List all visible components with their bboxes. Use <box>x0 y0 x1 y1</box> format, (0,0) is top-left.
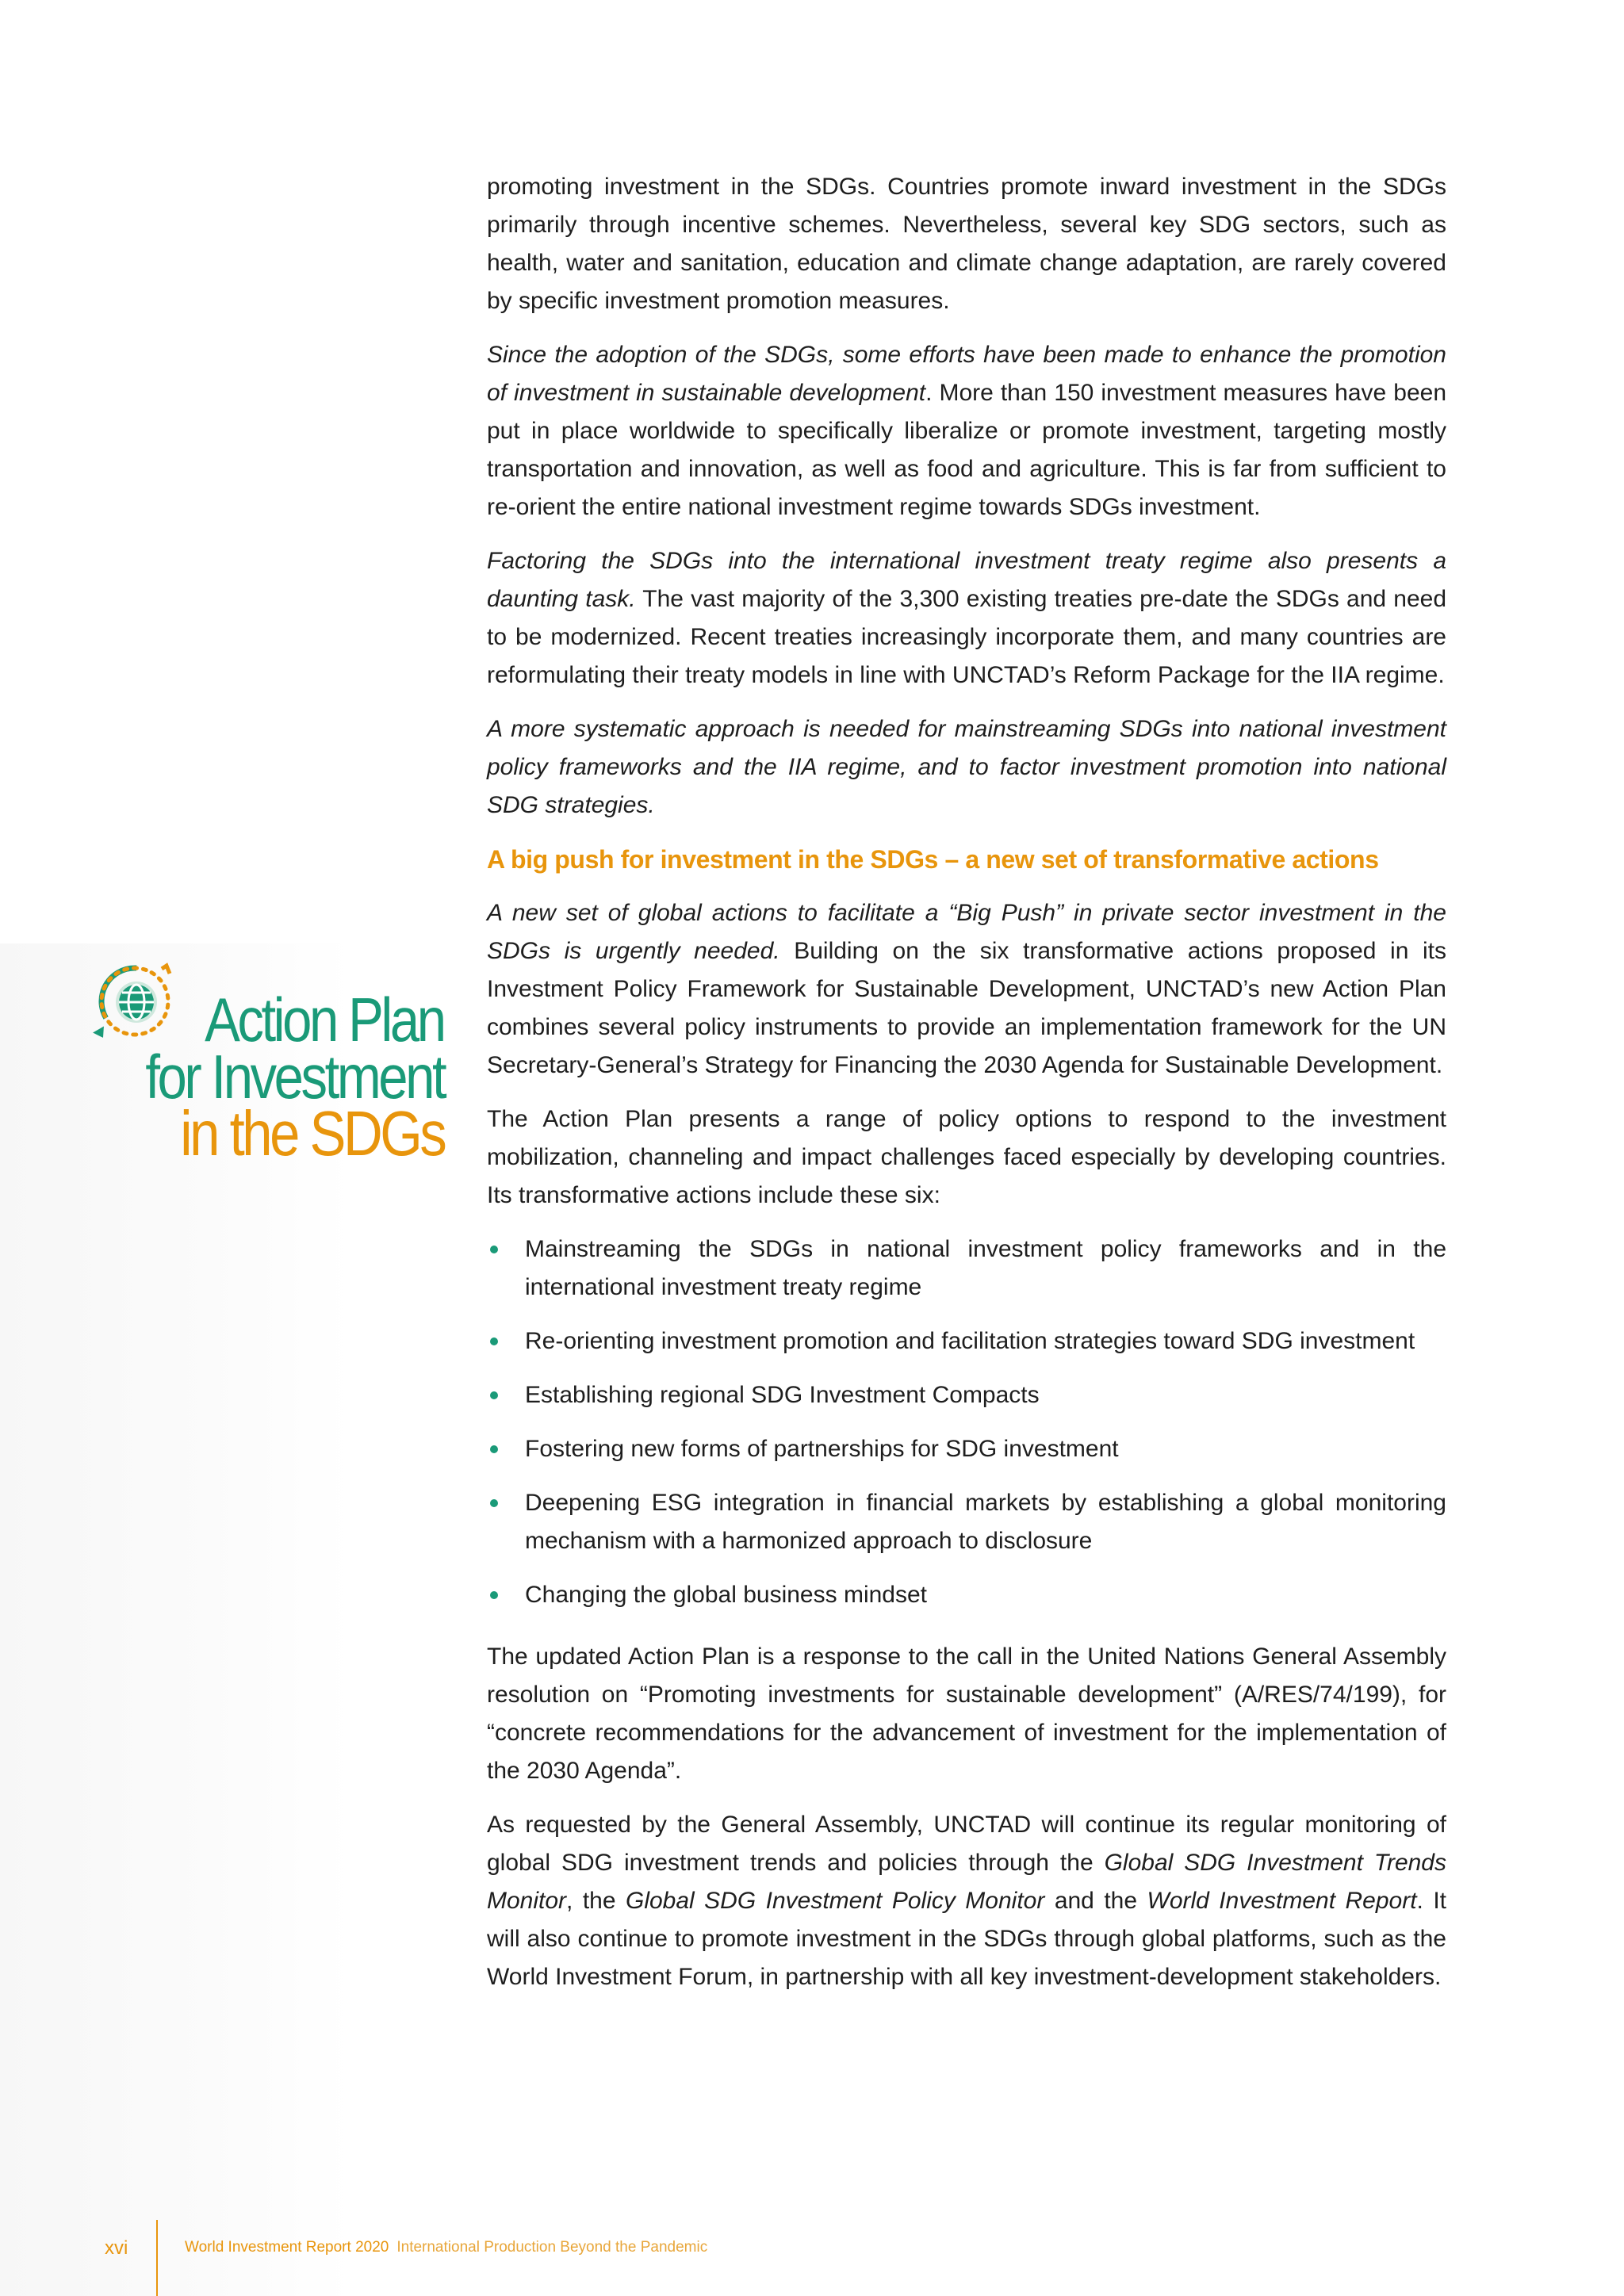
list-item <box>487 1322 1446 1360</box>
paragraph-8 <box>487 1806 1446 1996</box>
logo-line-3: in the SDGs <box>179 1098 444 1169</box>
bullet-icon <box>490 1499 498 1507</box>
list-item <box>487 1230 1446 1307</box>
paragraph-8-part-d: . It will also continue to promote investment in the SDGs through global platforms, such as the World Investment Forum, in partnership with all key investment-development stakeholders. <box>487 1888 1446 1990</box>
paragraph-8-part-b: , the <box>566 1888 626 1914</box>
paragraph-5-lead: A new set of global actions to facilitate a “Big Push” in private sector investment in the SDGs is urgently needed. <box>487 900 1446 964</box>
paragraph-2 <box>487 336 1446 526</box>
paragraph-6: The Action Plan presents a range of policy options to respond to the investment mobilization, channeling and impact challenges faced especially by developing countries. Its transformative actions include these six: <box>487 1106 1446 1208</box>
logo-line-1: Action Plan <box>205 985 444 1054</box>
paragraph-3-lead: Factoring the SDGs into the international investment treaty regime also presents a daunting task. <box>487 548 1446 612</box>
paragraph-1: promoting investment in the SDGs. Countries promote inward investment in the SDGs primarily through incentive schemes. Nevertheless, several key SDG sectors, such as health, water and sanitation, education and climate change adaptation, are rarely covered by specific investment promotion measures. <box>487 174 1446 314</box>
bullet-icon <box>490 1445 498 1453</box>
list-item <box>487 1484 1446 1560</box>
paragraph-7: The updated Action Plan is a response to the call in the United Nations General Assembly resolution on “Promoting investments for sustainable development” (A/RES/74/199), for “concrete recommendations for the advancement of investment for the implementation of the 2030 Agenda”. <box>487 1644 1446 1784</box>
list-item-text: Fostering new forms of partnerships for SDG investment <box>525 1436 1119 1462</box>
action-plan-logo <box>79 950 444 1188</box>
paragraph-4 <box>487 710 1446 825</box>
paragraph-8-title-3: World Investment Report <box>1147 1888 1417 1914</box>
list-item-text: Re-orienting investment promotion and facilitation strategies toward SDG investment <box>525 1328 1415 1354</box>
report-title: World Investment Report 2020 <box>185 2239 389 2256</box>
bullet-icon <box>490 1246 498 1253</box>
paragraph-8-part-c: and the <box>1044 1888 1147 1914</box>
bullet-icon <box>490 1391 498 1399</box>
bullet-icon <box>490 1337 498 1345</box>
list-item-text: Changing the global business mindset <box>525 1582 927 1608</box>
paragraph-8-title-1: Global SDG Investment Trends Monitor <box>487 1850 1446 1914</box>
paragraph-2-lead: Since the adoption of the SDGs, some efforts have been made to enhance the promotion of investment in sustainable development <box>487 342 1446 406</box>
paragraph-2-body: . More than 150 investment measures have been put in place worldwide to specifically liberalize or promote investment, targeting mostly transportation and innovation, as well as food and agriculture. This is far from sufficient to re-orient the entire national investment regime towards SDGs investment. <box>487 380 1447 520</box>
paragraph-5-body: Building on the six transformative actions proposed in its Investment Policy Framework for Sustainable Development, UNCTAD’s new Action Plan combines several policy instruments to provide an implementation framework for the UN Secretary-General’s Strategy for Financing the 2030 Agenda for Sustainable Development. <box>487 938 1446 1078</box>
report-subtitle: International Production Beyond the Pandemic <box>396 2239 708 2256</box>
section-heading: A big push for investment in the SDGs – a new set of transformative actions <box>487 845 1379 874</box>
paragraph-5 <box>487 894 1446 1085</box>
list-item <box>487 1576 1446 1614</box>
paragraph-8-title-2: Global SDG Investment Policy Monitor <box>626 1888 1045 1914</box>
list-item <box>487 1430 1446 1468</box>
paragraph-3 <box>487 542 1446 695</box>
logo-line-2: for Investment <box>145 1042 444 1112</box>
footer-title <box>185 2239 707 2256</box>
page-footer <box>0 2220 1624 2296</box>
paragraph-3-body: The vast majority of the 3,300 existing treaties pre-date the SDGs and need to be modernized. Recent treaties increasingly incorporate them, and many countries are reformulating their treaty models in line with UNCTAD’s Reform Package for the IIA regime. <box>487 586 1446 688</box>
main-text-column <box>487 168 1446 2012</box>
page-number: xvi <box>105 2237 128 2259</box>
paragraph-8-part-a: As requested by the General Assembly, UNCTAD will continue its regular monitoring of global SDG investment trends and policies through the <box>487 1812 1446 1876</box>
globe-cycle-icon <box>79 950 190 1053</box>
list-item-text: Establishing regional SDG Investment Compacts <box>525 1382 1040 1408</box>
transformative-actions-list <box>487 1230 1446 1614</box>
footer-divider <box>156 2220 158 2296</box>
bullet-icon <box>490 1591 498 1599</box>
list-item <box>487 1376 1446 1414</box>
list-item-text: Mainstreaming the SDGs in national investment policy frameworks and in the international investment treaty regime <box>525 1236 1446 1300</box>
list-item-text: Deepening ESG integration in financial markets by establishing a global monitoring mechanism with a harmonized approach to disclosure <box>525 1490 1446 1554</box>
paragraph-4-text: A more systematic approach is needed for mainstreaming SDGs into national investment policy frameworks and the IIA regime, and to factor investment promotion into national SDG strategies. <box>487 716 1446 818</box>
